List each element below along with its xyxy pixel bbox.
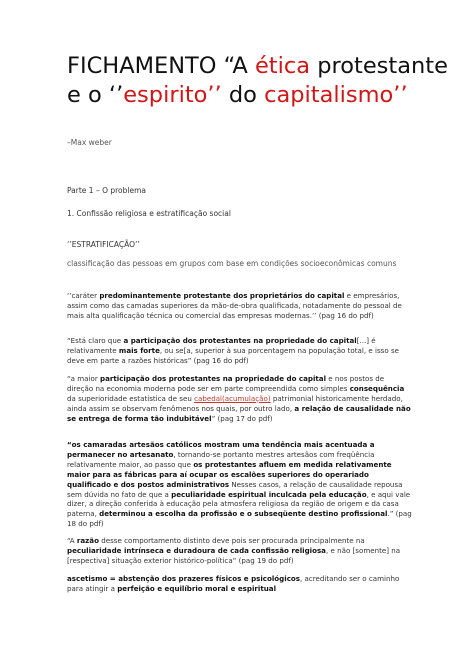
- term-definition: classificação das pessoas em grupos com base em condições socioeconômicas comuns: [67, 259, 397, 268]
- quote-paragraph-5: [67, 536, 412, 566]
- title-highlight-etica: ética: [254, 53, 311, 79]
- quote-paragraph-4: [67, 440, 412, 529]
- quote-paragraph-1: [67, 291, 412, 321]
- text-run: , ou se[a, superior à sua porcentagem na população total, e isso se deve em parte a razões históricas” (pag 16 do pdf): [67, 345, 400, 365]
- bold-run: perfeição e equilíbrio moral e espiritual: [117, 583, 277, 593]
- bold-run: consequência: [349, 383, 405, 393]
- subsection-heading: 1. Confissão religiosa e estratificação social: [67, 209, 231, 218]
- text-run: ‘’caráter: [67, 291, 100, 300]
- quote-paragraph-3: [67, 374, 412, 424]
- text-run: patrimonial historicamente herdado, ainda assim se observam fenômenos nos quais, por outro lado,: [67, 393, 403, 413]
- author-line: –Max weber: [67, 138, 112, 147]
- title-highlight-espirito: espirito’’: [123, 82, 222, 108]
- bold-run: peculiaridade espiritual inculcada pela educação: [171, 489, 367, 499]
- text-run: desse comportamento distinto deve pois ser procurada principalmente na: [98, 536, 365, 545]
- title-text: do: [221, 82, 265, 108]
- highlight-run: cabedal(acumulação): [194, 393, 271, 403]
- bold-run: mais forte: [118, 345, 160, 355]
- text-run: , acreditando ser o caminho para atingir a: [67, 574, 400, 593]
- bold-run: “os camaradas artesãos católicos mostram uma tendência mais acentuada a permanecer no artesanato: [67, 440, 375, 459]
- document-title: [67, 52, 457, 110]
- text-run: “a maior: [67, 374, 101, 383]
- term-heading: ‘’ESTRATIFICAÇÃO’’: [67, 240, 140, 249]
- text-run: , e aqui vale dizer, a direção conferida à educação pela atmosfera religiosa da região de origem e da casa paterna,: [67, 489, 411, 519]
- quote-paragraph-2: [67, 336, 412, 366]
- text-run: e nos postos de direção na economia moderna pode ser em parte compreendida como simples: [67, 374, 385, 393]
- text-run: da superioridade estatística de seu: [67, 393, 195, 403]
- bold-run: ascetismo = abstenção dos prazeres físicos e psicológicos: [67, 574, 300, 583]
- bold-run: determinou a escolha da profissão e o subseqüente destino profissional: [99, 509, 388, 519]
- text-run: Nesses casos, a relação de causalidade repousa sem dúvida no fato de que a: [67, 479, 403, 499]
- text-run: .” (pag 18 do pdf): [67, 509, 412, 529]
- text-run: “A: [67, 536, 77, 545]
- bold-run: peculiaridade intrínseca e duradoura de cada confissão religiosa: [67, 545, 326, 555]
- bold-run: a participação dos protestantes na propriedade do capital: [123, 336, 357, 345]
- text-run: “Está claro que: [67, 336, 124, 345]
- title-highlight-capitalismo: capitalismo’’: [264, 82, 408, 108]
- title-text: FICHAMENTO “A: [67, 53, 255, 79]
- bold-run: predominantemente protestante dos proprietários do capital: [99, 291, 345, 300]
- definition-paragraph: [67, 574, 412, 594]
- part-heading: Parte 1 – O problema: [67, 186, 147, 195]
- bold-run: os protestantes afluem em medida relativamente maior para as fábricas para aí ocupar os escalões superiores do operariado qualificado e dos postos administrativos: [67, 459, 392, 489]
- text-run: ” (pag 17 do pdf): [211, 413, 273, 423]
- bold-run: a relação de causalidade não se entrega de forma tão indubitável: [67, 403, 411, 423]
- text-run: e empresários, assim como das camadas superiores da mão-de-obra qualificada, notadamente do pessoal de mais alta qualificação técnica ou comercial das empresas modernas.’’ (pag 16 do pdf): [67, 291, 402, 320]
- text-run: [...] é relativamente: [67, 336, 376, 355]
- title-text: protestante e o ‘’: [67, 53, 448, 108]
- text-run: , tornando-se portanto mestres artesãos com freqüência relativamente maior, ao passo que: [67, 449, 375, 469]
- bold-run: razão: [76, 536, 99, 545]
- text-run: , e não [somente] na [respectiva] situação exterior histórico-política” (pag 19 do pdf): [67, 545, 401, 565]
- bold-run: participação dos protestantes na propriedade do capital: [100, 374, 327, 383]
